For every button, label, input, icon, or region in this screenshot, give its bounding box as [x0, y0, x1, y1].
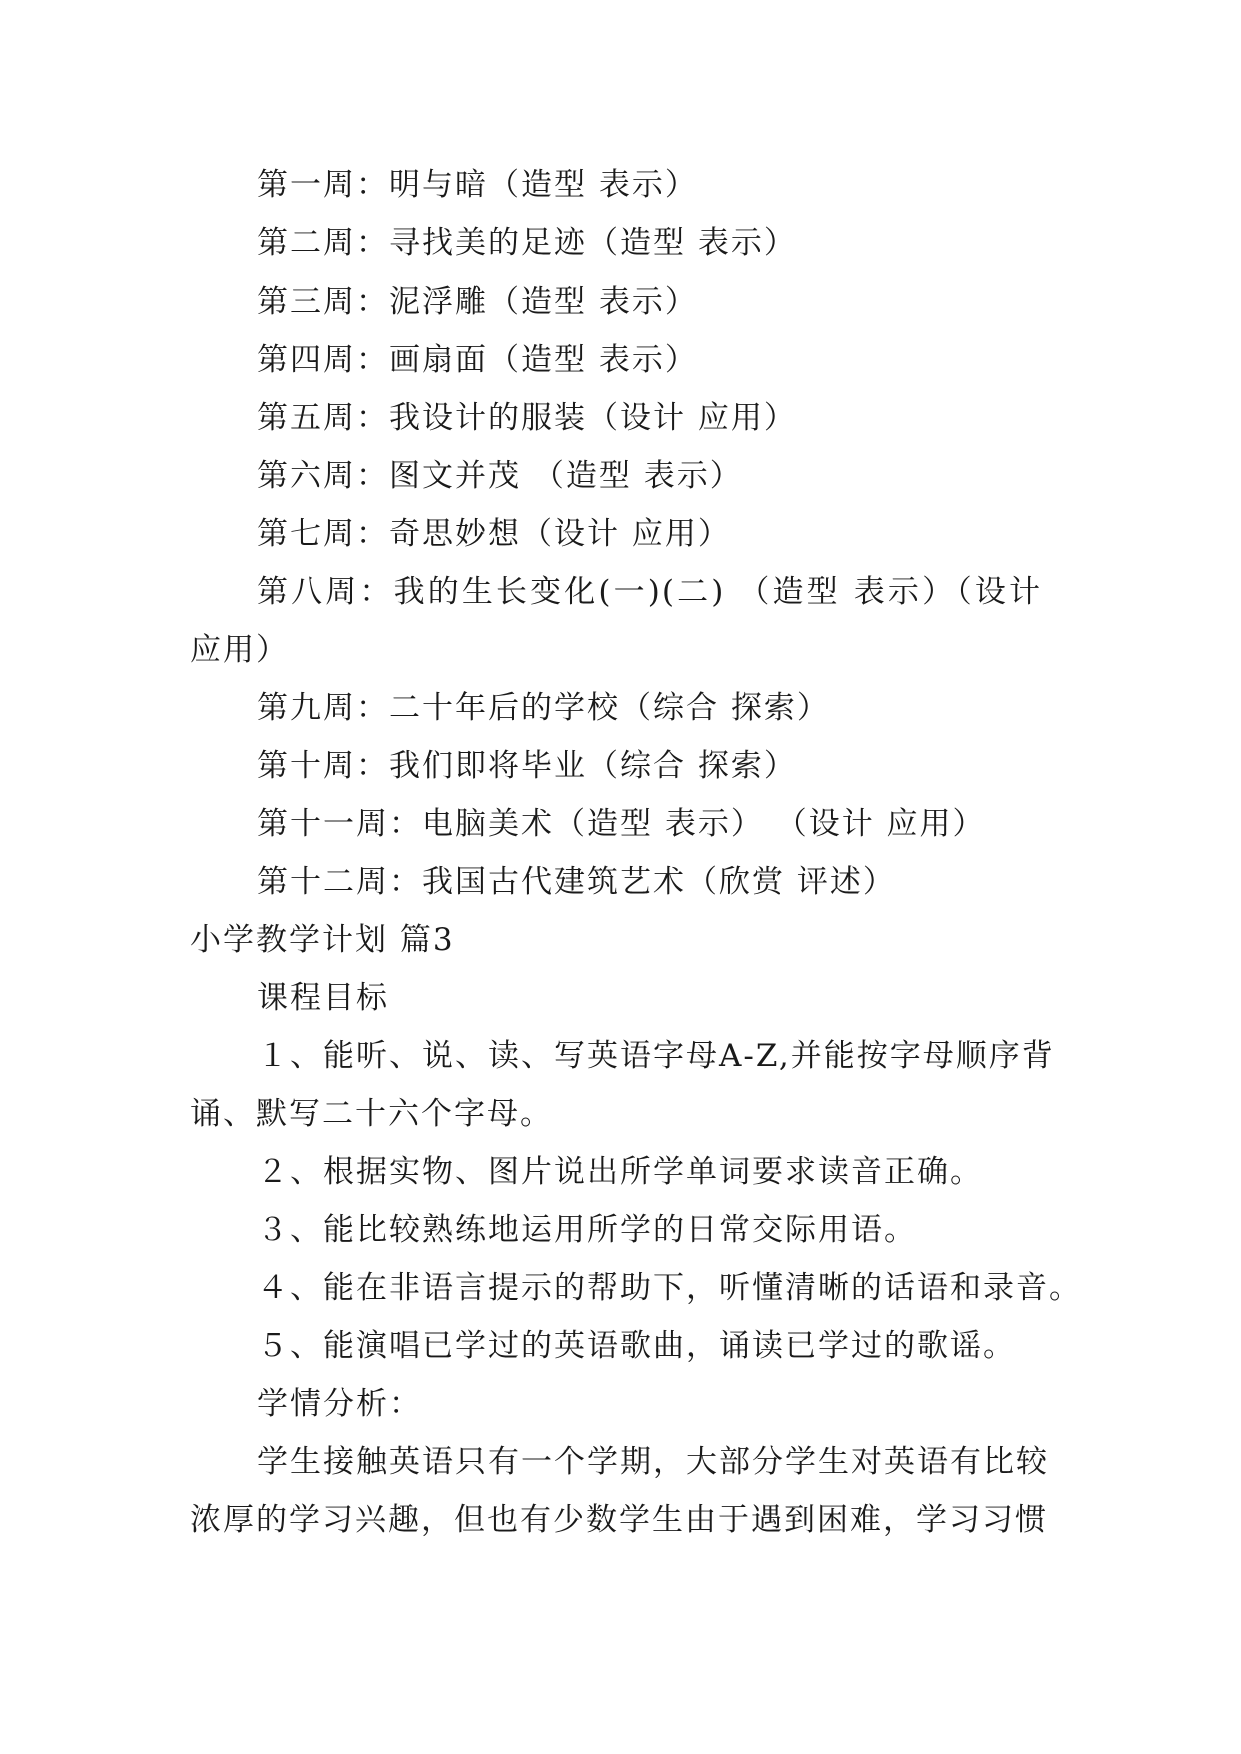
- schedule-week-2: 第二周：寻找美的足迹（造型 表示）: [257, 225, 797, 261]
- schedule-week-8-continued: 应用）: [190, 632, 289, 668]
- goal-item-4: ４、能在非语言提示的帮助下，听懂清晰的话语和录音。: [257, 1270, 1082, 1306]
- schedule-week-4: 第四周：画扇面（造型 表示）: [257, 342, 698, 378]
- schedule-week-9: 第九周：二十年后的学校（综合 探索）: [257, 690, 830, 726]
- schedule-week-1: 第一周：明与暗（造型 表示）: [257, 167, 698, 203]
- goal-item-5: ５、能演唱已学过的英语歌曲，诵读已学过的歌谣。: [257, 1328, 1016, 1364]
- analysis-paragraph-line-2: 浓厚的学习兴趣，但也有少数学生由于遇到困难，学习习惯: [190, 1502, 1048, 1538]
- section-title: 小学教学计划 篇3: [190, 922, 455, 958]
- schedule-week-6: 第六周：图文并茂 （造型 表示）: [257, 458, 743, 494]
- goal-item-1-continued: 诵、默写二十六个字母。: [190, 1096, 553, 1132]
- goal-item-3: ３、能比较熟练地运用所学的日常交际用语。: [257, 1212, 917, 1248]
- schedule-week-11: 第十一周：电脑美术（造型 表示） （设计 应用）: [257, 806, 986, 842]
- schedule-week-5: 第五周：我设计的服装（设计 应用）: [257, 400, 797, 436]
- schedule-week-10: 第十周：我们即将毕业（综合 探索）: [257, 748, 797, 784]
- analysis-heading: 学情分析：: [257, 1386, 422, 1422]
- goal-item-2: ２、根据实物、图片说出所学单词要求读音正确。: [257, 1154, 983, 1190]
- goals-heading: 课程目标: [257, 980, 389, 1016]
- goal-item-1: １、能听、说、读、写英语字母A-Z,并能按字母顺序背: [257, 1038, 1055, 1074]
- schedule-week-7: 第七周：奇思妙想（设计 应用）: [257, 516, 731, 552]
- schedule-week-12: 第十二周：我国古代建筑艺术（欣赏 评述）: [257, 864, 896, 900]
- analysis-paragraph-line-1: 学生接触英语只有一个学期，大部分学生对英语有比较: [257, 1444, 1049, 1480]
- schedule-week-3: 第三周：泥浮雕（造型 表示）: [257, 284, 698, 320]
- schedule-week-8: 第八周：我的生长变化(一)(二) （造型 表示）（设计: [257, 574, 1042, 610]
